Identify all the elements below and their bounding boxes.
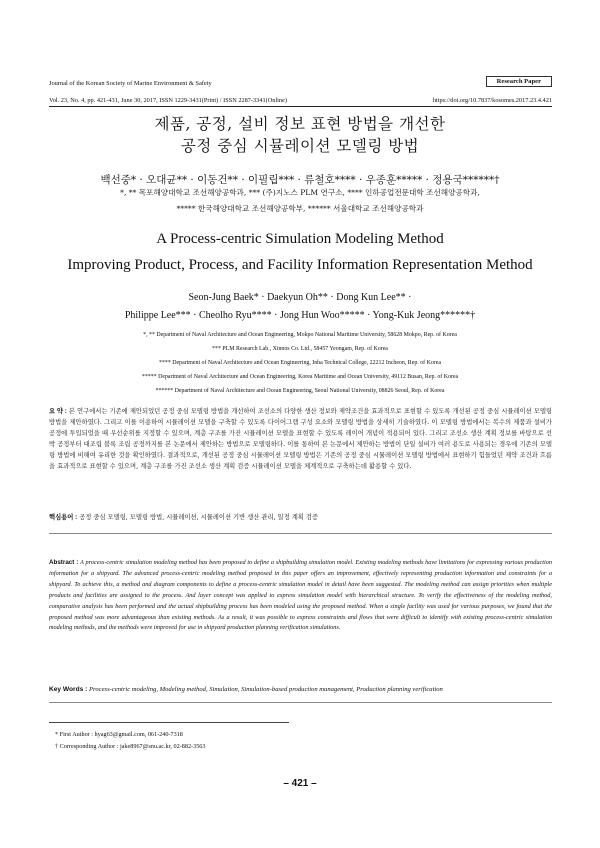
korean-title-line1: 제품, 공정, 설비 정보 표현 방법을 개선한	[154, 115, 446, 133]
english-title-line2: Improving Product, Process, and Facility Information Representation Method	[67, 257, 533, 273]
journal-name: Journal of the Korean Society of Marine Environment & Safety	[49, 80, 212, 87]
english-affiliation-2: *** PLM Research Lab., Xinnos Co. Ltd., 58457 Yeongam, Rep. of Korea	[212, 346, 388, 352]
english-affiliation-1: *, ** Department of Naval Architecture and Ocean Engineering, Mokpo National Maritime University, 58628 Mokpo, Rep. of Korea	[143, 332, 457, 338]
english-authors-line1: Seon-Jung Baek* · Daekyun Oh** · Dong Kun Lee** ·	[188, 292, 412, 303]
korean-keywords	[49, 512, 318, 521]
korean-abstract	[49, 406, 552, 473]
korean-abstract-text: 본 연구에서는 기존에 제안되었던 공정 중심 모델링 방법을 개선하여 조선소의 다양한 생산 정보와 제약조건을 효과적으로 표현할 수 있도록 개선된 공정 중심 시뮬레이션 모델링 방법을 제안하였다. 그리고 이를 이용하여 시뮬레이션 모델을 구축할 수 있도록 다이어그램 구성 요소와 모델링 방법을 상세히 기술하였다. 이 모델링 방법에서는 복수의 제품과 설비가 공정에 투입되었을 때 우선순위를 지정할 수 있으며, 계층 구조를 가진 시뮬레이션 모델을 표현할 수 있도록 레이어 개념이 적용되어 있다. 그리고 조선소 생산 계획 정보를 바탕으로 선박 공정부터 대조립 블록 조립 공정까지를 본 논문에서 제안하는 방법으로 모델링하다. 이를 통하여 본 논문에서 제안하는 방법이 단일 설비가 여러 용도로 사용되는 경우에 기존의 모델링 방법에 비해여 유리한 것을 확인하였다. 결과적으로, 개선된 공정 중심 시뮬레이션 모델링 방법은 기존의 공정 중심 시뮬레이션 모델링 방법에서 표현하기 힘들었던 제약 조건과 흐름을 효과적으로 표현할 수 있으며, 계층 구조를 가진 조선소 생산 계획 검증 시뮬레이션 모델을 체계적으로 구축하는데 활용할 수 있다.	[49, 408, 552, 471]
english-affiliation-3: **** Department of Naval Architecture and Ocean Engineering, Inha Technical College, 22212 Incheon, Rep. of Korea	[159, 360, 441, 366]
korean-authors: 백선중* · 오대균** · 이동건** · 이필립*** · 류철호**** · 우종훈***** · 정용국******†	[100, 174, 500, 186]
english-keywords-label: Key Words :	[49, 686, 88, 693]
header-rule	[49, 106, 552, 107]
korean-affiliation-line2: ***** 한국해양대학교 조선해양공학부, ****** 서울대학교 조선해양공학과	[176, 204, 424, 213]
doi-link[interactable]: https://doi.org/10.7837/kosomes.2017.23.4.421	[432, 97, 552, 104]
english-keywords-text: Process-centric modeling, Modeling method, Simulation, Simulation-based production management, Production planning verification	[89, 686, 443, 693]
page-number: – 421 –	[283, 778, 317, 789]
section-divider	[49, 533, 552, 534]
korean-abstract-label: 요 약 :	[49, 408, 67, 415]
english-abstract-text: A process-centric simulation modeling method has been proposed to define a shipbuilding simulation model. Existing modeling methods have limitations for expressing various production information for a shipyard. The advanced process-centric modeling method proposed in this paper offers an improvement, effectively representing production information and constraints for a shipyard. To achieve this, a method and diagram components to define a process-centric simulation model in detail have been suggested. The modeling method can assign priorities when multiple products and facilities are assigned to the process. And layer concept was applied to express simulation model with hierarchical structure. To verify the effectiveness of the modeling method, comparative analysis has been performed and the actual shipbuilding process has been modeled using the proposed method. When a single facility was used for various purposes, we found that the proposed method was more advantageous than existing methods. As a result, it was possible to express constraints and flows that were difficult to identify with existing process-centric simulation modeling methods, and the methods were improved for use in shipyard production planning verification simulations.	[49, 559, 553, 632]
korean-keywords-text: 공정 중심 모델링, 모델링 방법, 시뮬레이션, 시뮬레이션 기반 생산 관리, 일정 계획 검증	[79, 514, 319, 521]
paper-type-badge: Research Paper	[486, 76, 552, 87]
keywords-divider	[49, 702, 552, 703]
corresponding-author-footnote: † Corresponding Author : jake8967@snu.ac.kr, 02-882-3563	[55, 743, 206, 750]
english-affiliation-5: ****** Department of Naval Architecture and Ocean Engineering, Seoul National University, 08826 Seoul, Rep. of Korea	[155, 388, 445, 394]
first-author-footnote: * First Author : hyag63@gmail.com, 061-240-7318	[55, 731, 183, 738]
footnote-rule	[49, 722, 289, 723]
english-abstract-label: Abstract :	[49, 559, 79, 566]
english-title-line1: A Process-centric Simulation Modeling Method	[156, 231, 444, 247]
english-abstract	[49, 558, 552, 634]
korean-keywords-label: 핵심용어 :	[49, 514, 78, 521]
korean-title-line2: 공정 중심 시뮬레이션 모델링 방법	[180, 137, 420, 155]
issue-info: Vol. 23, No. 4, pp. 421-431, June 30, 2017, ISSN 1229-3431(Print) / ISSN 2287-3341(Online)	[49, 97, 287, 104]
korean-affiliation-line1: *, ** 목포해양대학교 조선해양공학과, *** (주)지노스 PLM 연구소, **** 인하공업전문대학 조선해양공학과,	[120, 188, 480, 197]
english-affiliation-4: ***** Department of Naval Architecture and Ocean Engineering, Korea Maritime and Ocean University, 49112 Busan, Rep. of Korea	[141, 374, 459, 380]
english-authors-line2: Philippe Lee*** · Cheolho Ryu**** · Jong Hun Woo***** · Yong-Kuk Jeong******†	[124, 310, 476, 321]
english-keywords	[49, 686, 443, 693]
